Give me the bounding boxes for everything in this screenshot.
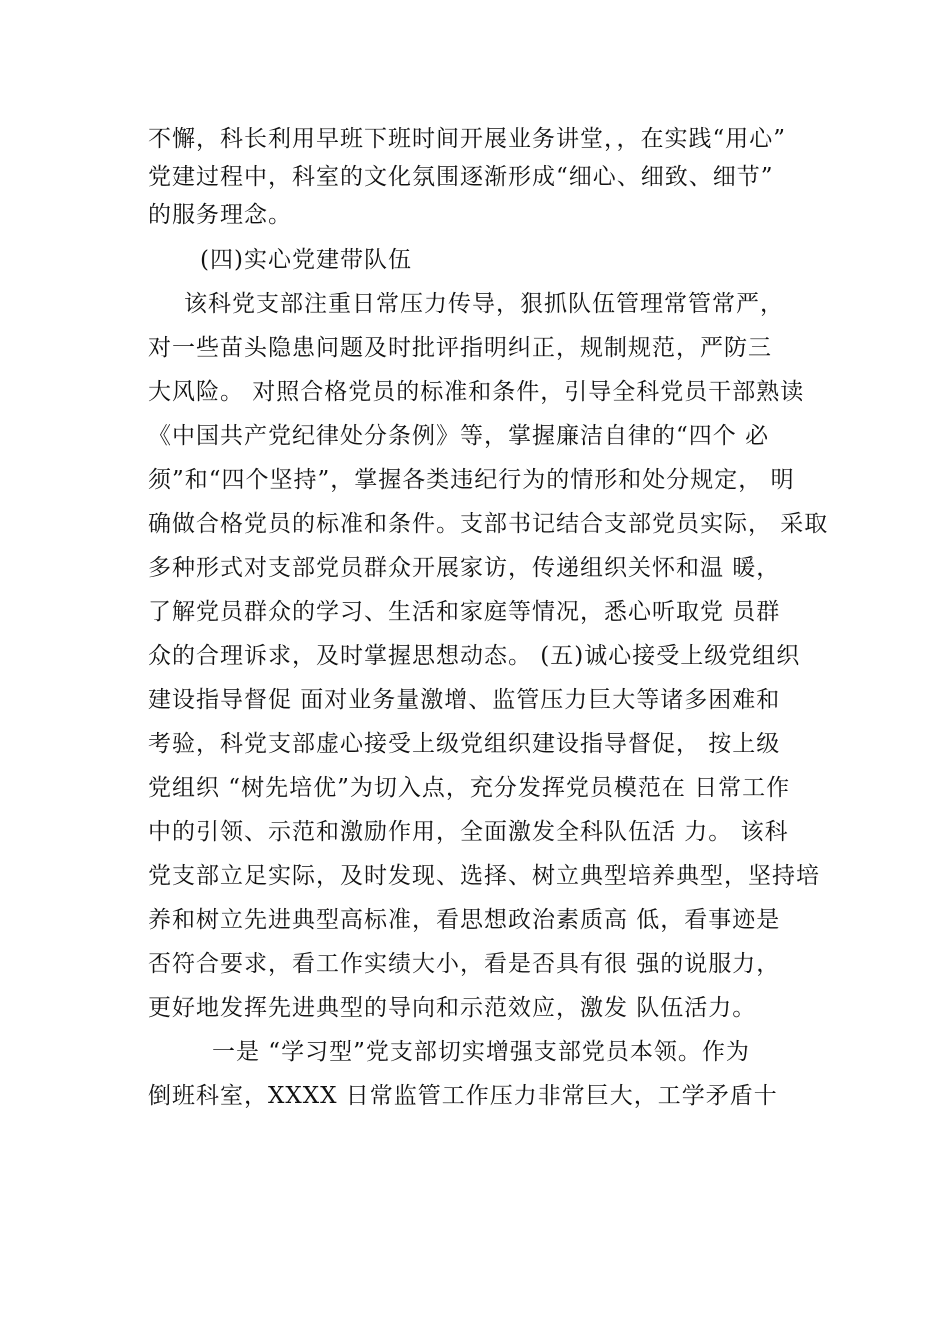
text-line: 多种形式对支部党员群众开展家访，传递组织关怀和温 暖， bbox=[148, 555, 781, 581]
text-line: 众的合理诉求，及时掌握思想动态。 (五)诚心接受上级党组织 bbox=[148, 643, 801, 669]
text-line: 否符合要求，看工作实绩大小，看是否具有很 强的说服力， bbox=[148, 951, 781, 977]
section-heading: (四)实心党建带队伍 bbox=[200, 247, 412, 273]
text-line: 党支部立足实际，及时发现、选择、树立典型培养典型，坚持培 bbox=[148, 863, 820, 889]
text-line: 《中国共产党纪律处分条例》等，掌握廉洁自律的“四个 必 bbox=[148, 423, 770, 449]
text-line: 对一些苗头隐患问题及时批评指明纠正，规制规范，严防三 bbox=[148, 335, 772, 361]
text-line: 党建过程中，科室的文化氛围逐渐形成“细心、细致、细节” bbox=[148, 164, 774, 190]
text-line: 中的引领、示范和激励作用，全面激发全科队伍活 力。 该科 bbox=[148, 819, 789, 845]
text-line: 不懈，科长利用早班下班时间开展业务讲堂，，在实践“用心” bbox=[148, 126, 787, 152]
text-line: 一是 “学习型”党支部切实增强支部党员本领。作为 bbox=[212, 1039, 750, 1065]
text-line: 建设指导督促 面对业务量激增、监管压力巨大等诸多困难和 bbox=[148, 687, 781, 713]
text-line: 考验，科党支部虚心接受上级党组织建设指导督促， 按上级 bbox=[148, 731, 781, 757]
text-line: 的服务理念。 bbox=[148, 202, 292, 228]
body-text bbox=[148, 120, 838, 1118]
text-line: 了解党员群众的学习、生活和家庭等情况，悉心听取党 员群 bbox=[148, 599, 781, 625]
text-line: 确做合格党员的标准和条件。支部书记结合支部党员实际， 采取 bbox=[148, 511, 829, 537]
text-line: 该科党支部注重日常压力传导，狠抓队伍管理常管常严， bbox=[184, 291, 784, 317]
text-line: 更好地发挥先进典型的导向和示范效应，激发 队伍活力。 bbox=[148, 995, 757, 1021]
text-line: 党组织 “树先培优”为切入点，充分发挥党员模范在 日常工作 bbox=[148, 775, 791, 801]
text-line: 大风险。 对照合格党员的标准和条件，引导全科党员干部熟读 bbox=[148, 379, 805, 405]
text-line: 倒班科室，XXXX 日常监管工作压力非常巨大，工学矛盾十 bbox=[148, 1083, 778, 1109]
text-line: 须”和“四个坚持”，掌握各类违纪行为的情形和处分规定， 明 bbox=[148, 467, 795, 493]
text-line: 养和树立先进典型高标准，看思想政治素质高 低，看事迹是 bbox=[148, 907, 781, 933]
